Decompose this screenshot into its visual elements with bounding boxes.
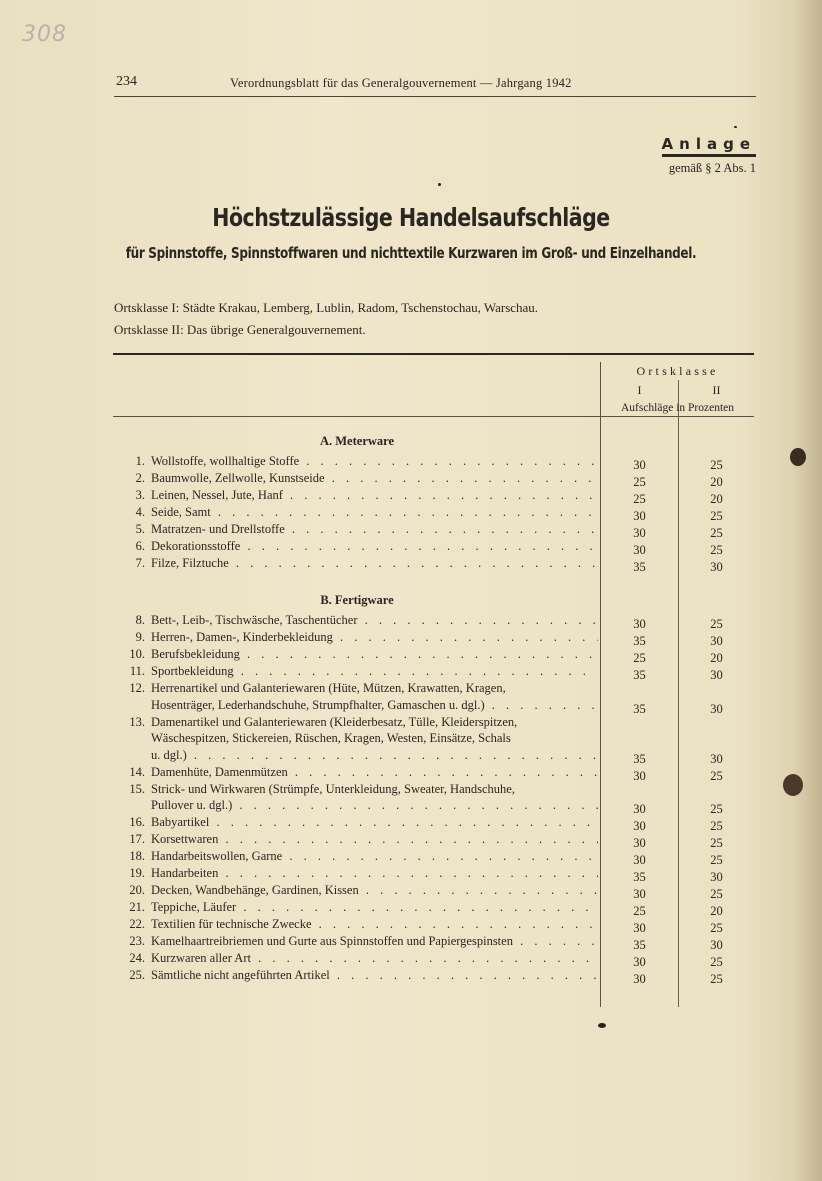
anlage-reference: gemäß § 2 Abs. 1	[668, 161, 756, 175]
row-number: 23.	[129, 934, 145, 949]
table-row	[113, 951, 754, 968]
table-row	[113, 900, 754, 917]
value-ortsklasse-ii: 30	[710, 634, 723, 648]
ortsklasse-i: Ortsklasse I: Städte Krakau, Lemberg, Lublin, Radom, Tschenstochau, Warschau.	[114, 300, 539, 315]
anlage-title: Anlage	[662, 135, 756, 157]
table-row	[113, 539, 754, 556]
row-label: Herren-, Damen-, Kinderbekleidung . . .	[151, 630, 598, 644]
value-ortsklasse-ii: 25	[710, 802, 723, 817]
value-ortsklasse-i: 30	[633, 955, 646, 970]
row-number: 16.	[129, 815, 145, 830]
table-row	[113, 630, 754, 647]
column-header-ii: II	[712, 383, 721, 397]
table-row	[113, 505, 754, 522]
table-row	[113, 664, 754, 681]
table-row	[113, 556, 754, 573]
page-number: 234	[116, 74, 137, 89]
value-ortsklasse-i: 30	[633, 458, 646, 472]
table-row	[113, 647, 754, 664]
row-label: Hosenträger, Lederhandschuhe, Strumpfhalter, Gamaschen u. dgl.) . . .	[151, 698, 598, 712]
value-ortsklasse-i: 35	[633, 668, 646, 682]
section-heading: A. Meterware	[319, 434, 395, 448]
value-ortsklasse-i: 30	[633, 509, 646, 523]
row-label: Strick- und Wirkwaren (Strümpfe, Unterkleidung, Sweater, Handschuhe,	[151, 781, 515, 796]
row-label: Sämtliche nicht angeführten Artikel . . .	[151, 968, 598, 982]
value-ortsklasse-ii: 25	[710, 853, 723, 868]
value-ortsklasse-i: 25	[633, 492, 646, 506]
row-label: Dekorationsstoffe . . .	[151, 539, 598, 553]
table-row	[113, 765, 754, 782]
table-row	[113, 522, 754, 539]
value-ortsklasse-ii: 25	[710, 921, 723, 936]
page-edge-shadow	[792, 0, 822, 1181]
value-ortsklasse-i: 25	[633, 904, 646, 919]
row-number: 8.	[135, 613, 145, 627]
row-number: 5.	[135, 522, 145, 536]
row-label: Sportbekleidung . . .	[151, 664, 598, 678]
table-row	[113, 815, 754, 832]
value-ortsklasse-i: 35	[633, 634, 646, 648]
value-ortsklasse-i: 30	[633, 617, 646, 631]
value-ortsklasse-ii: 20	[710, 492, 723, 506]
row-label: Wollstoffe, wollhaltige Stoffe . . .	[151, 454, 598, 468]
column-header-ortsklasse: Ortsklasse	[636, 364, 719, 378]
table-top-rule	[113, 353, 754, 355]
paper-speck	[438, 183, 441, 186]
row-label: Teppiche, Läufer . . .	[151, 900, 598, 914]
value-ortsklasse-i: 35	[633, 751, 646, 766]
row-number: 25.	[129, 968, 145, 983]
value-ortsklasse-ii: 25	[710, 509, 723, 523]
row-label: Baumwolle, Zellwolle, Kunstseide . . .	[151, 471, 598, 485]
section-heading: B. Fertigware	[320, 593, 394, 607]
value-ortsklasse-ii: 25	[710, 972, 723, 987]
row-number: 21.	[129, 900, 145, 915]
value-ortsklasse-ii: 25	[710, 836, 723, 851]
value-ortsklasse-i: 35	[633, 701, 646, 716]
value-ortsklasse-ii: 25	[710, 887, 723, 902]
table-row	[113, 454, 754, 471]
row-label: Seide, Samt . . .	[151, 505, 598, 519]
value-ortsklasse-i: 30	[633, 768, 646, 783]
table-row	[113, 613, 754, 630]
value-ortsklasse-ii: 30	[710, 938, 723, 953]
value-ortsklasse-i: 35	[633, 938, 646, 953]
value-ortsklasse-ii: 30	[710, 560, 723, 574]
table-row	[113, 866, 754, 883]
document-title: Höchstzulässige Handelsaufschläge	[212, 203, 610, 232]
row-number: 10.	[129, 647, 145, 661]
value-ortsklasse-ii: 20	[710, 475, 723, 489]
value-ortsklasse-ii: 25	[710, 543, 723, 557]
paper-speck	[734, 126, 737, 128]
row-number: 18.	[129, 849, 145, 864]
row-number: 22.	[129, 917, 145, 932]
row-number: 7.	[135, 556, 145, 570]
value-ortsklasse-i: 30	[633, 921, 646, 936]
row-number: 20.	[129, 883, 145, 898]
document-subtitle: für Spinnstoffe, Spinnstoffwaren und nichttextile Kurzwaren im Groß- und Einzelhandel.	[125, 244, 697, 262]
value-ortsklasse-i: 30	[633, 819, 646, 834]
row-label: Textilien für technische Zwecke . . .	[151, 917, 598, 931]
table-row	[113, 968, 754, 985]
paper-speck	[598, 1023, 606, 1028]
row-number: 11.	[129, 664, 145, 678]
table-row	[113, 681, 754, 714]
ortsklasse-ii: Ortsklasse II: Das übrige Generalgouvernement.	[114, 322, 366, 337]
row-number: 9.	[135, 630, 145, 644]
value-ortsklasse-i: 30	[633, 972, 646, 987]
row-number: 15.	[129, 781, 145, 796]
row-label: Damenhüte, Damenmützen . . .	[151, 765, 598, 779]
row-number: 19.	[129, 866, 145, 881]
row-label: Herrenartikel und Galanteriewaren (Hüte, Mützen, Krawatten, Kragen,	[151, 681, 506, 695]
value-ortsklasse-ii: 30	[710, 701, 723, 716]
column-header-unit: Aufschläge in Prozenten	[620, 402, 735, 414]
row-label: Pullover u. dgl.) . . .	[151, 798, 598, 812]
row-label: Korsettwaren . . .	[151, 832, 598, 846]
row-number: 14.	[129, 764, 145, 779]
table-row	[113, 782, 754, 815]
paper-hole-mark	[790, 448, 806, 466]
row-number: 12.	[129, 681, 145, 695]
row-label: Kurzwaren aller Art . . .	[151, 951, 598, 965]
row-label: Filze, Filztuche . . .	[151, 556, 598, 570]
value-ortsklasse-i: 30	[633, 526, 646, 540]
row-label: u. dgl.) . . .	[151, 748, 598, 762]
table-row	[113, 849, 754, 866]
value-ortsklasse-i: 35	[633, 870, 646, 885]
table-header-rule	[113, 416, 754, 417]
value-ortsklasse-i: 35	[633, 560, 646, 574]
value-ortsklasse-ii: 25	[710, 458, 723, 472]
value-ortsklasse-ii: 25	[710, 617, 723, 631]
value-ortsklasse-i: 25	[633, 475, 646, 489]
row-number: 13.	[129, 714, 145, 729]
value-ortsklasse-ii: 25	[710, 768, 723, 783]
value-ortsklasse-i: 30	[633, 887, 646, 902]
row-label: Matratzen- und Drellstoffe . . .	[151, 522, 598, 536]
row-label: Handarbeiten . . .	[151, 866, 598, 880]
value-ortsklasse-ii: 30	[710, 668, 723, 682]
value-ortsklasse-ii: 25	[710, 526, 723, 540]
row-label: Decken, Wandbehänge, Gardinen, Kissen . . .	[151, 883, 598, 897]
value-ortsklasse-ii: 20	[710, 904, 723, 919]
table-row	[113, 832, 754, 849]
row-label: Bett-, Leib-, Tischwäsche, Taschentücher . . .	[151, 613, 598, 627]
table-row	[113, 883, 754, 900]
table-row	[113, 471, 754, 488]
pencil-annotation: 308	[22, 22, 67, 47]
table-row	[113, 917, 754, 934]
value-ortsklasse-ii: 30	[710, 751, 723, 766]
value-ortsklasse-ii: 25	[710, 819, 723, 834]
table-row	[113, 488, 754, 505]
row-label: Leinen, Nessel, Jute, Hanf . . .	[151, 488, 598, 502]
row-number: 6.	[135, 539, 145, 553]
row-number: 2.	[135, 471, 145, 485]
table-row	[113, 715, 754, 765]
row-number: 4.	[135, 505, 145, 519]
table-row	[113, 934, 754, 951]
row-number: 3.	[135, 488, 145, 502]
value-ortsklasse-i: 30	[633, 802, 646, 817]
value-ortsklasse-ii: 20	[710, 651, 723, 665]
row-label: Wäschespitzen, Stickereien, Rüschen, Kragen, Westen, Einsätze, Schals	[151, 731, 511, 746]
running-title: Verordnungsblatt für das Generalgouvernement — Jahrgang 1942	[230, 76, 572, 90]
value-ortsklasse-ii: 30	[710, 870, 723, 885]
row-label: Damenartikel und Galanteriewaren (Kleiderbesatz, Tülle, Kleiderspitzen,	[151, 714, 518, 729]
column-header-i: I	[637, 383, 642, 397]
row-label: Babyartikel . . .	[151, 815, 598, 829]
value-ortsklasse-i: 30	[633, 543, 646, 557]
row-label: Kamelhaartreibriemen und Gurte aus Spinnstoffen und Papiergespinsten . . .	[151, 934, 598, 948]
row-number: 24.	[129, 951, 145, 966]
row-number: 1.	[135, 454, 145, 468]
row-number: 17.	[129, 832, 145, 847]
row-label: Berufsbekleidung . . .	[151, 647, 598, 661]
paper-hole-mark	[783, 774, 803, 796]
row-label: Handarbeitswollen, Garne . . .	[151, 849, 598, 863]
value-ortsklasse-i: 30	[633, 853, 646, 868]
value-ortsklasse-i: 30	[633, 836, 646, 851]
anlage-block	[662, 134, 756, 176]
value-ortsklasse-ii: 25	[710, 955, 723, 970]
header-rule	[114, 96, 756, 97]
value-ortsklasse-i: 25	[633, 651, 646, 665]
